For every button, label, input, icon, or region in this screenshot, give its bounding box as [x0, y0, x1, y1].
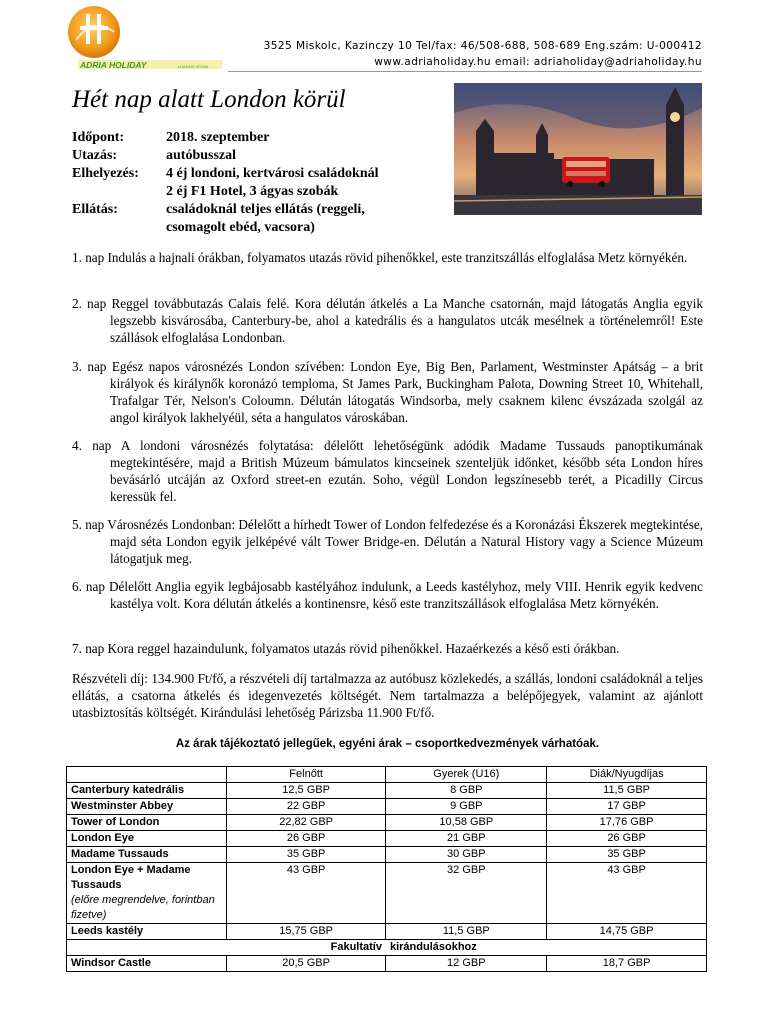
day-label: 5. nap [72, 517, 105, 532]
london-photo [454, 83, 702, 215]
info-label: Ellátás: [72, 202, 118, 217]
optional-right: kirándulásokhoz [386, 940, 707, 956]
price-student: 35 GBP [547, 847, 707, 863]
adria-holiday-logo [66, 4, 226, 72]
price-adult: 35 GBP [226, 847, 386, 863]
info-value: csomagolt ebéd, vacsora) [166, 220, 315, 235]
day-text: Kora reggel hazaindulunk, folyamatos utazás rövid pihenőkkel. Hazaérkezés a késő esti órákban. [107, 641, 620, 656]
price-child: 9 GBP [386, 799, 547, 815]
price-adult: 15,75 GBP [226, 924, 386, 940]
row-name: Leeds kastély [67, 924, 227, 940]
price-adult: 20,5 GBP [226, 956, 386, 972]
table-row [67, 956, 707, 972]
info-value: autóbusszal [166, 148, 237, 163]
info-value: 2 éj F1 Hotel, 3 ágyas szobák [166, 184, 339, 199]
day-4 [72, 437, 703, 505]
day-1 [72, 249, 703, 266]
info-label: Időpont: [72, 130, 125, 145]
info-value: 4 éj londoni, kertvárosi családoknál [166, 166, 379, 181]
price-student: 11,5 GBP [547, 783, 707, 799]
table-row [67, 783, 707, 799]
day-text: Egész napos városnézés London szívében: London Eye, Big Ben, Parlament, Westminster Apátság – a brit királyok és királynők koronázó temploma, St James Park, Buckingham Palota, Downing Street 10, Whitehall, Trafalgar Tér, Nelson's Coloumn. Délután látogatás Windsorba, mely csaknem kilenc évszázada szolgál az angol királyok lakhelyéül, séta a hangulatos városkában. [110, 359, 703, 425]
table-row [67, 815, 707, 831]
row-note: (előre megrendelve, forintban fizetve) [71, 894, 215, 921]
day-2 [72, 295, 703, 346]
table-header: Felnőtt [226, 767, 386, 783]
row-name: Tower of London [67, 815, 227, 831]
day-5 [72, 516, 703, 567]
day-label: 1. nap [72, 250, 105, 265]
row-name: Westminster Abbey [67, 799, 227, 815]
row-name-cell [67, 863, 227, 924]
table-header [67, 767, 227, 783]
table-row [67, 847, 707, 863]
header-divider [228, 71, 702, 72]
info-label: Utazás: [72, 148, 118, 163]
price-student: 43 GBP [547, 863, 707, 924]
price-adult: 12,5 GBP [226, 783, 386, 799]
day-text: Reggel továbbutazás Calais felé. Kora délután átkelés a La Manche csatornán, majd látogatás Anglia egyik legszebb kisvárosába, Canterbury-be, ahol a katedrális és a hangulatos utcák mesélnek a történelemről! Este szállások elfoglalása Londonban. [110, 296, 704, 345]
table-row [67, 799, 707, 815]
day-text: Indulás a hajnali órákban, folyamatos utazás rövid pihenőkkel, este tranzitszállás elfoglalása Metz környékén. [107, 250, 688, 265]
price-child: 11,5 GBP [386, 924, 547, 940]
price-child: 8 GBP [386, 783, 547, 799]
optional-row [67, 940, 707, 956]
day-label: 4. nap [72, 438, 112, 453]
day-text: Városnézés Londonban: Délelőtt a hírhedt Tower of London felfedezése és a Koronázási Ékszerek megtekintése, majd séta London egyik jelképévé vált Tower Bridge-en. Délután a Natural History vagy a Science Múzeum látogatjuk meg. [107, 517, 703, 566]
price-child: 30 GBP [386, 847, 547, 863]
table-note: Az árak tájékoztató jellegűek, egyéni árak – csoportkedvezmények várhatóak. [175, 738, 600, 750]
price-child: 10,58 GBP [386, 815, 547, 831]
price-adult: 26 GBP [226, 831, 386, 847]
price-student: 18,7 GBP [547, 956, 707, 972]
page-title: Hét nap alatt London körül [72, 86, 346, 113]
price-child: 21 GBP [386, 831, 547, 847]
table-header: Gyerek (U16) [386, 767, 547, 783]
row-name: London Eye [67, 831, 227, 847]
info-value: családoknál teljes ellátás (reggeli, [166, 202, 365, 217]
day-text: A londoni városnézés folytatása: délelőtt lehetőségünk adódik Madame Tussauds panoptikumának megtekintésére, majd a British Múzeum bámulatos kincseinek szenteljük időnket, később séta London híres bevásárló utcáján az Oxford street-en ezután. Soho, végül London legszínesebb terét, a Picadilly Circus keressük fel. [110, 438, 703, 504]
day-label: 7. nap [72, 641, 105, 656]
day-label: 3. nap [72, 359, 107, 374]
day-7 [72, 640, 703, 657]
price-adult: 22 GBP [226, 799, 386, 815]
day-text: Délelőtt Anglia egyik legbájosabb kastélyához indulunk, a Leeds kastélyhoz, mely VIII. Henrik egyik kedvenc kastélya volt. Kora délután átkelés a kontinensre, késő este tranzitszállások elfoglalása Metz környékén. [109, 579, 703, 611]
day-label: 2. nap [72, 296, 107, 311]
price-child: 12 GBP [386, 956, 547, 972]
day-3 [72, 358, 703, 426]
price-student: 14,75 GBP [547, 924, 707, 940]
info-label: Elhelyezés: [72, 166, 139, 181]
price-student: 26 GBP [547, 831, 707, 847]
table-header-row [67, 767, 707, 783]
day-6 [72, 578, 703, 612]
price-student: 17,76 GBP [547, 815, 707, 831]
logo-subtext: UTAZÁSI IRODA [178, 64, 209, 69]
price-student: 17 GBP [547, 799, 707, 815]
header-address: 3525 Miskolc, Kazinczy 10 Tel/fax: 46/508-688, 508-689 Eng.szám: U-000412 [263, 40, 702, 52]
table-row [67, 863, 707, 924]
logo-text: ADRIA HOLIDAY [80, 60, 147, 70]
row-name: Madame Tussauds [67, 847, 227, 863]
row-name: Windsor Castle [67, 956, 227, 972]
optional-left: Fakultatív [67, 940, 386, 956]
price-adult: 22,82 GBP [226, 815, 386, 831]
price-child: 32 GBP [386, 863, 547, 924]
day-label: 6. nap [72, 579, 105, 594]
info-value: 2018. szeptember [166, 130, 270, 145]
row-name: London Eye + Madame Tussauds [71, 864, 191, 891]
price-adult: 43 GBP [226, 863, 386, 924]
price-table [66, 766, 707, 972]
header-web: www.adriaholiday.hu email: adriaholiday@adriaholiday.hu [374, 56, 702, 68]
price-paragraph: Részvételi díj: 134.900 Ft/fő, a részvételi díj tartalmazza az autóbusz közlekedés, a szállás, londoni családoknál a teljes ellátás, a csatorna átkelés és idegenvezetés költségét. Nem tartalmazza a belépőjegyek, valamint az ajánlott utasbiztosítás költségét. Kirándulási lehetőség Párizsba 11.900 Ft/fő. [72, 671, 703, 720]
table-row [67, 831, 707, 847]
row-name: Canterbury katedrális [67, 783, 227, 799]
table-header: Diák/Nyugdíjas [547, 767, 707, 783]
table-row [67, 924, 707, 940]
